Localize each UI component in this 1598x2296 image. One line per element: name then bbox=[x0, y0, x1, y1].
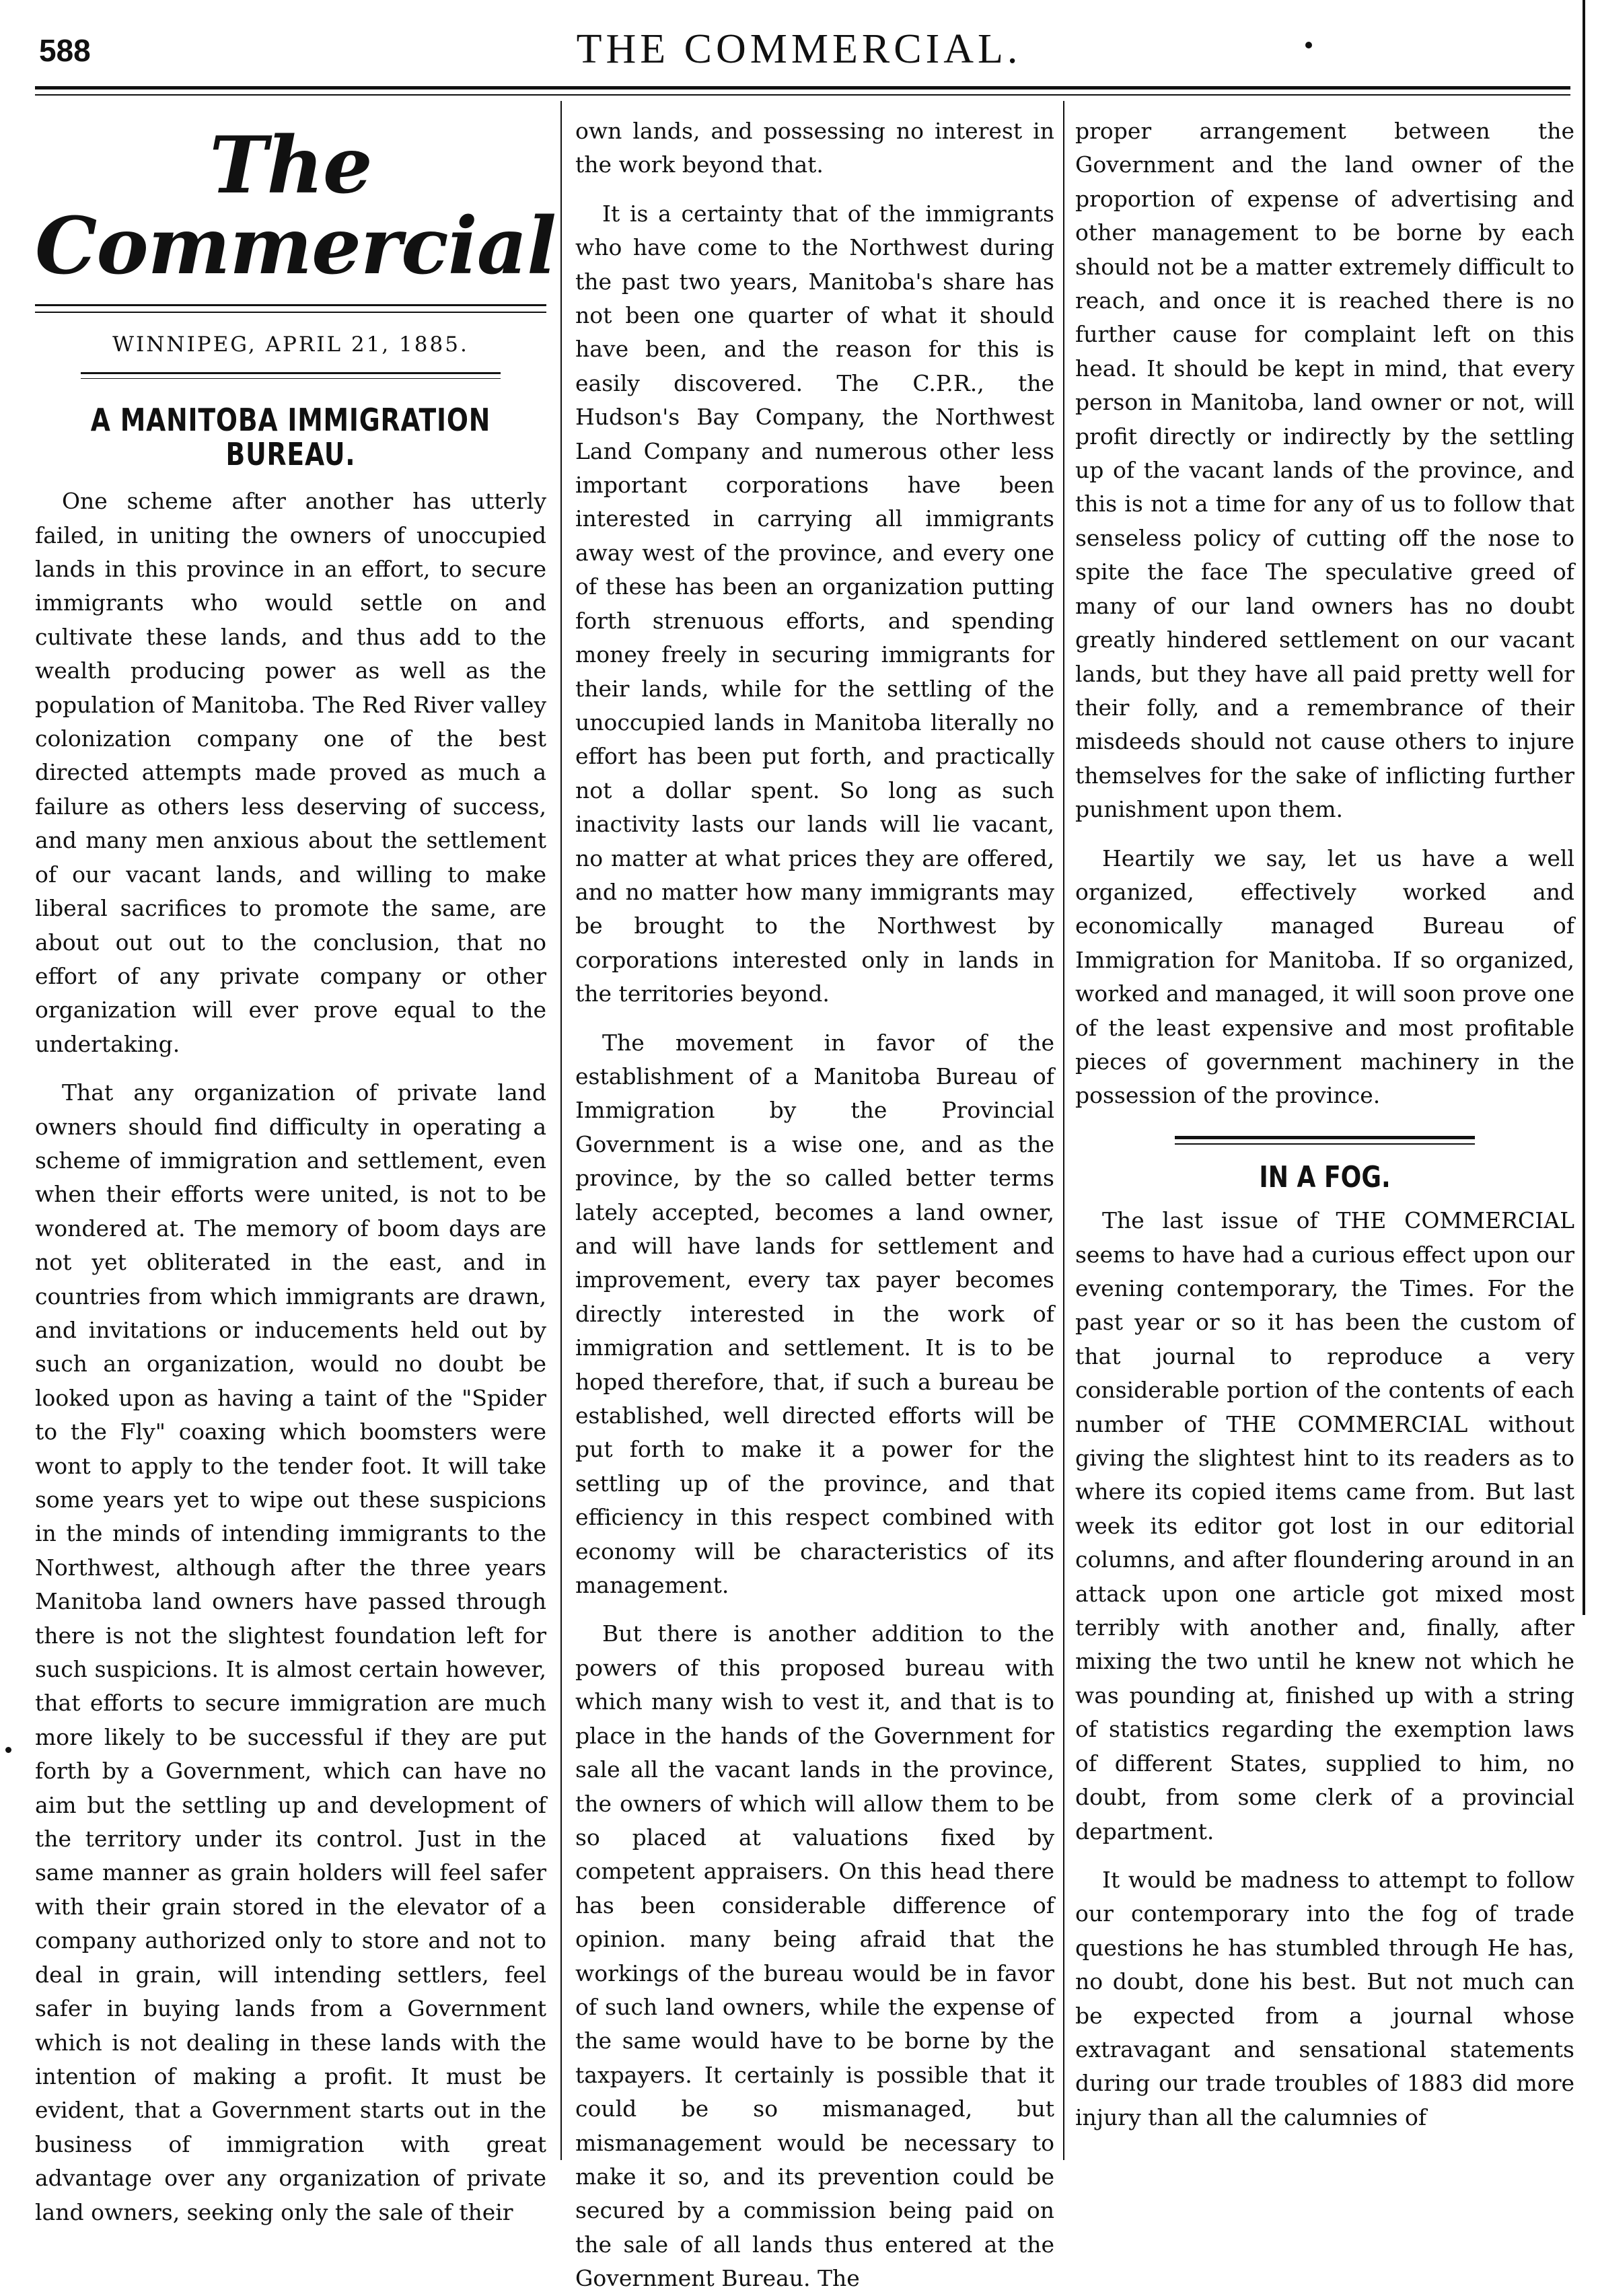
running-title: THE COMMERCIAL. bbox=[576, 26, 1022, 72]
dateline-rule-thin bbox=[81, 378, 500, 379]
margin-speck bbox=[5, 1747, 11, 1753]
article-paragraph: The last issue of THE COMMERCIAL seems to have had a curious effect upon our evening contemporary, the Times. For the past year or so it has been the custom of that journal to reproduce a very considerable portion of the contents of each number of THE COMMERCIAL without giving the slightest hint to its readers as to where its copied items came from. But last week its editor got lost in our editorial columns, and after floundering around in an attack upon one article got mixed most terribly with another and, finally, after mixing the two until he knew not which he was pounding at, finished up with a string of statistics regarding the exemption laws of different States, supplied to him, no doubt, from some clerk of a provincial department. bbox=[1075, 1207, 1574, 1844]
article-paragraph: It is a certainty that of the immigrants who have come to the Northwest during the past two years, Manitoba's share has not been one quarter of what it should have been, and the reason for this is easily discovered. The C.P.R., the Hudson's Bay Company, the Northwest Land Company and numerous other less important corporations have been interested in carrying all immigrants away west of the province, and every one of these has been an organization putting forth strenuous efforts, and spending money freely in securing immigrants for their lands, while for the settling of the unoccupied lands in Manitoba literally no effort has been put forth, and practically not a dollar spent. So long as such inactivity lasts our lands will lie vacant, no matter at what prices they are offered, and no matter how many immigrants may be brought to the Northwest by corporations interested only in lands in the territories beyond. bbox=[575, 200, 1054, 1007]
article-paragraph: The movement in favor of the establishment of a Manitoba Bureau of Immigration by the Provincial Government is a wise one, and as the province, by the so called better terms lately accepted, becomes a land owner, and will have lands for settlement and improvement, every tax payer becomes directly interested in the work of immigration and settlement. It is to be hoped therefore, that, if such a bureau be established, well directed efforts will be put forth to make it a power for the settling up of the province, and that efficiency in this respect combined with economy will be characteristics of its management. bbox=[575, 1029, 1054, 1599]
section-rule bbox=[1175, 1136, 1474, 1139]
header-rule-thin bbox=[35, 94, 1570, 96]
header-rule-thick bbox=[35, 86, 1570, 89]
article-headline: IN A FOG. bbox=[1259, 1159, 1391, 1194]
article-paragraph: Heartily we say, let us have a well organized, effectively worked and economically managed Bureau of Immigration for Manitoba. If so organized, worked and managed, it will soon prove one of the least expensive and most profitable pieces of government machinery in the possession of the province. bbox=[1075, 845, 1574, 1109]
dateline-rule bbox=[81, 372, 500, 374]
column-divider-1 bbox=[560, 101, 562, 2160]
article-paragraph: That any organization of private land owners should find difficulty in operating a scheme of immigration and settlement, even when their efforts were united, is not to be wondered at. The memory of boom days are not yet obliterated in the east, and in countries from which immigrants are drawn, and invitations or inducements held out by such an organization, would no doubt be looked upon as having a taint of the "Spider to the Fly" coaxing which boomsters were wont to apply to the tender foot. It will take some years yet to wipe out these suspicions in the minds of intending immigrants to the Northwest, although after the three years Manitoba land owners have passed through there is not the slightest foundation left for such suspicions. It is almost certain however, that efforts to secure immigration are much more likely to be successful if they are put forth by a Government, which can have no aim but the settling up and development of the territory under its control. Just in the same manner as grain holders will feel safer with their grain stored in the elevator of a company authorized only to store and not to deal in grain, will intending settlers, feel safer in buying lands from a Government which is not dealing in these lands with the intention of making a profit. It must be evident, that a Government starts out in the business of immigration with great advantage over any organization of private land owners, seeking only the sale of their bbox=[35, 1079, 546, 2225]
dateline: WINNIPEG, APRIL 21, 1885. bbox=[112, 332, 469, 357]
masthead-rule bbox=[35, 304, 546, 306]
column-1 bbox=[35, 113, 556, 2229]
print-speck bbox=[1305, 42, 1312, 48]
column-3 bbox=[1075, 114, 1574, 2134]
article-paragraph: But there is another addition to the powers of this proposed bureau with which many wish to vest it, and that is to place in the hands of the Government for sale all the vacant lands in the province, the owners of which will allow them to be so placed at valuations fixed by competent appraisers. On this head there has been considerable difference of opinion. many being afraid that the workings of the bureau would be in favor of such land owners, while the expense of the same would have to be borne by the taxpayers. It certainly is possible that it could be so mismanaged, but mismanagement would be necessary to make it so, and its prevention could be secured by a commission being paid on the sale of all lands thus entered at the Government Bureau. The bbox=[575, 1620, 1054, 2292]
article-paragraph: One scheme after another has utterly failed, in uniting the owners of unoccupied lands in this province in an effort, to secure immigrants who would settle on and cultivate these lands, and thus add to the wealth producing power as well as the population of Manitoba. The Red River valley colonization company one of the best directed attempts made proved as much a failure as others less deserving of success, and many men anxious about the settlement of our vacant lands, and willing to make liberal sacrifices to promote the same, are about out out to the conclusion, that no effort of any private company or other organization will ever prove equal to the undertaking. bbox=[35, 488, 546, 1057]
right-margin-rule bbox=[1583, 0, 1585, 1615]
page-number: 588 bbox=[39, 33, 91, 68]
article-paragraph: proper arrangement between the Government and the land owner of the proportion of expense of advertising and other management to be borne by each should not be a matter extremely difficult to reach, and once it is reached there is no further cause for complaint left on this head. It should be kept in mind, that every person in Manitoba, land owner or not, will profit directly or indirectly by the settling up of the vacant lands of the province, and this is not a time for any of us to follow that senseless policy of cutting off the nose to spite the face The speculative greed of many of our land owners has no doubt greatly hindered settlement on our vacant lands, but they have all paid pretty well for their folly, and a remembrance of their misdeeds should not cause others to injure themselves for the sake of inflicting further punishment upon them. bbox=[1075, 118, 1574, 823]
article-paragraph: It would be madness to attempt to follow our contemporary into the fog of trade questions he has stumbled through He has, no doubt, done his best. But not much can be expected from a journal whose extravagant and sensational statements during our trade troubles of 1883 did more injury than all the calumnies of bbox=[1075, 1866, 1574, 2130]
column-2 bbox=[575, 114, 1054, 2296]
masthead: The Commercial bbox=[35, 120, 556, 292]
masthead-rule-thin bbox=[35, 312, 546, 313]
article-headline: A MANITOBA IMMIGRATION BUREAU. bbox=[90, 402, 491, 472]
article-paragraph: own lands, and possessing no interest in the work beyond that. bbox=[575, 118, 1054, 178]
column-divider-2 bbox=[1063, 101, 1064, 2160]
section-rule-thin bbox=[1175, 1143, 1474, 1145]
